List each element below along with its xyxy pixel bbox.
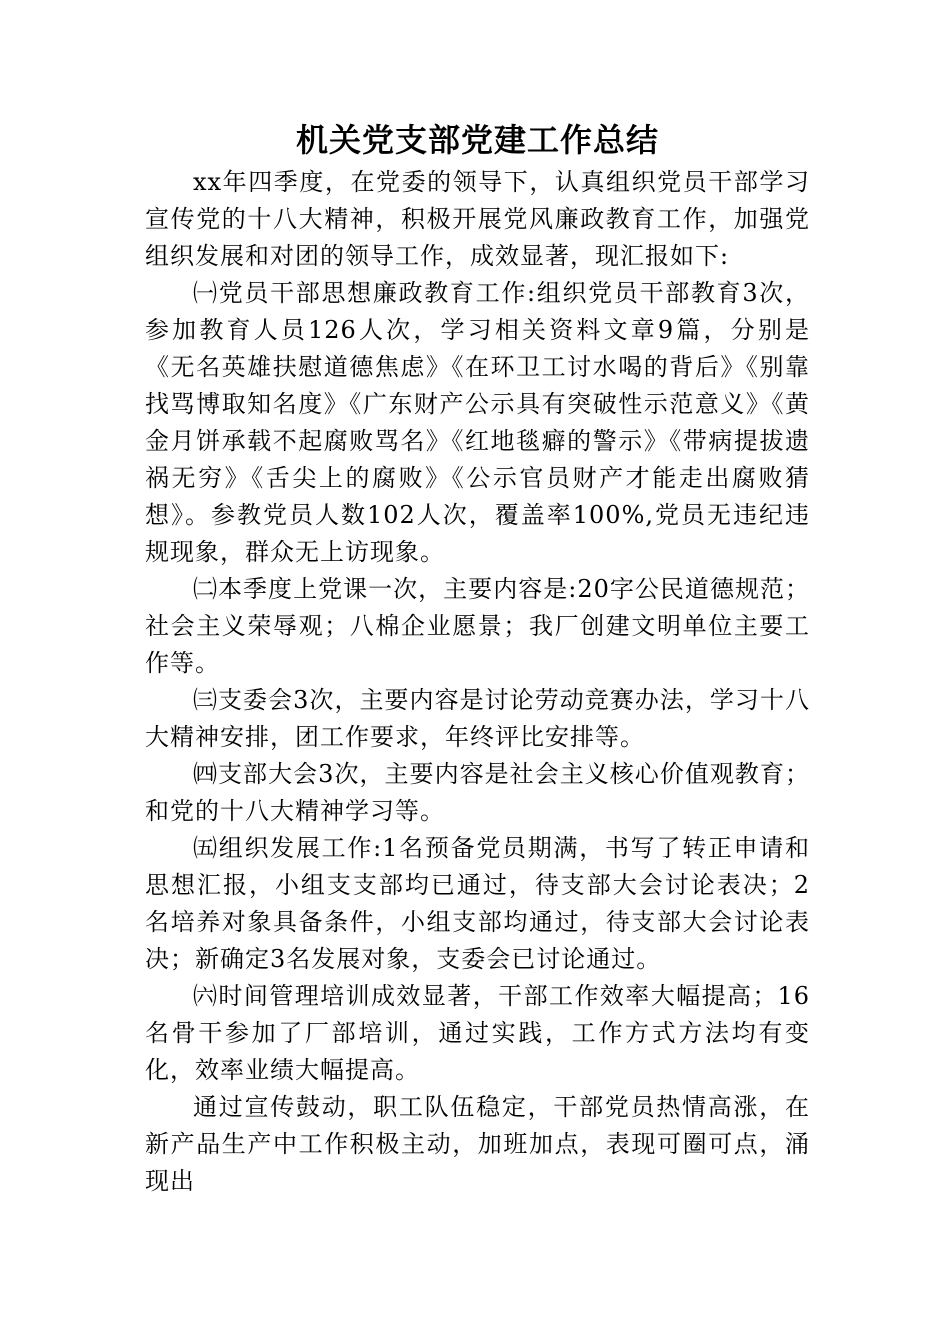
paragraph-5-development: ㈤组织发展工作:1名预备党员期满，书写了转正申请和思想汇报，小组支支部均已通过，待支部大会讨论表决；2名培养对象具备条件，小组支部均通过，待支部大会讨论表决；新确定3名发展对象，支委会已讨论通过。	[145, 834, 810, 973]
paragraph-1-education: ㈠党员干部思想廉政教育工作:组织党员干部教育3次，参加教育人员126人次，学习相关资料文章9篇，分别是《无名英雄扶慰道德焦虑》《在环卫工讨水喝的背后》《别靠找骂博取知名度》《广东财产公示具有突破性示范意义》《黄金月饼承载不起腐败骂名》《红地毯癖的警示》《带病提拔遗祸无穷》《舌尖上的腐败》《公示官员财产才能走出腐败猜想》。参教党员人数102人次，覆盖率100%,党员无违纪违规现象，群众无上访现象。	[145, 279, 810, 566]
paragraph-conclusion: 通过宣传鼓动，职工队伍稳定，干部党员热情高涨，在新产品生产中工作积极主动，加班加点，表现可圈可点，涌现出	[145, 1093, 810, 1195]
paragraph-4-branch-meeting: ㈣支部大会3次，主要内容是社会主义核心价值观教育；和党的十八大精神学习等。	[145, 760, 810, 825]
document-page	[145, 118, 810, 1318]
document-title: 机关党支部党建工作总结	[295, 121, 659, 159]
paragraph-intro: xx年四季度，在党委的领导下，认真组织党员干部学习宣传党的十八大精神，积极开展党风廉政教育工作，加强党组织发展和对团的领导工作，成效显著，现汇报如下:	[145, 168, 810, 270]
paragraph-6-training: ㈥时间管理培训成效显著，干部工作效率大幅提高；16名骨干参加了厂部培训，通过实践，工作方式方法均有变化，效率业绩大幅提高。	[145, 982, 810, 1084]
paragraph-3-committee: ㈢支委会3次，主要内容是讨论劳动竞赛办法，学习十八大精神安排，团工作要求，年终评比安排等。	[145, 686, 810, 751]
paragraph-2-party-lecture: ㈡本季度上党课一次，主要内容是:20字公民道德规范；社会主义荣辱观；八棉企业愿景；我厂创建文明单位主要工作等。	[145, 575, 810, 677]
